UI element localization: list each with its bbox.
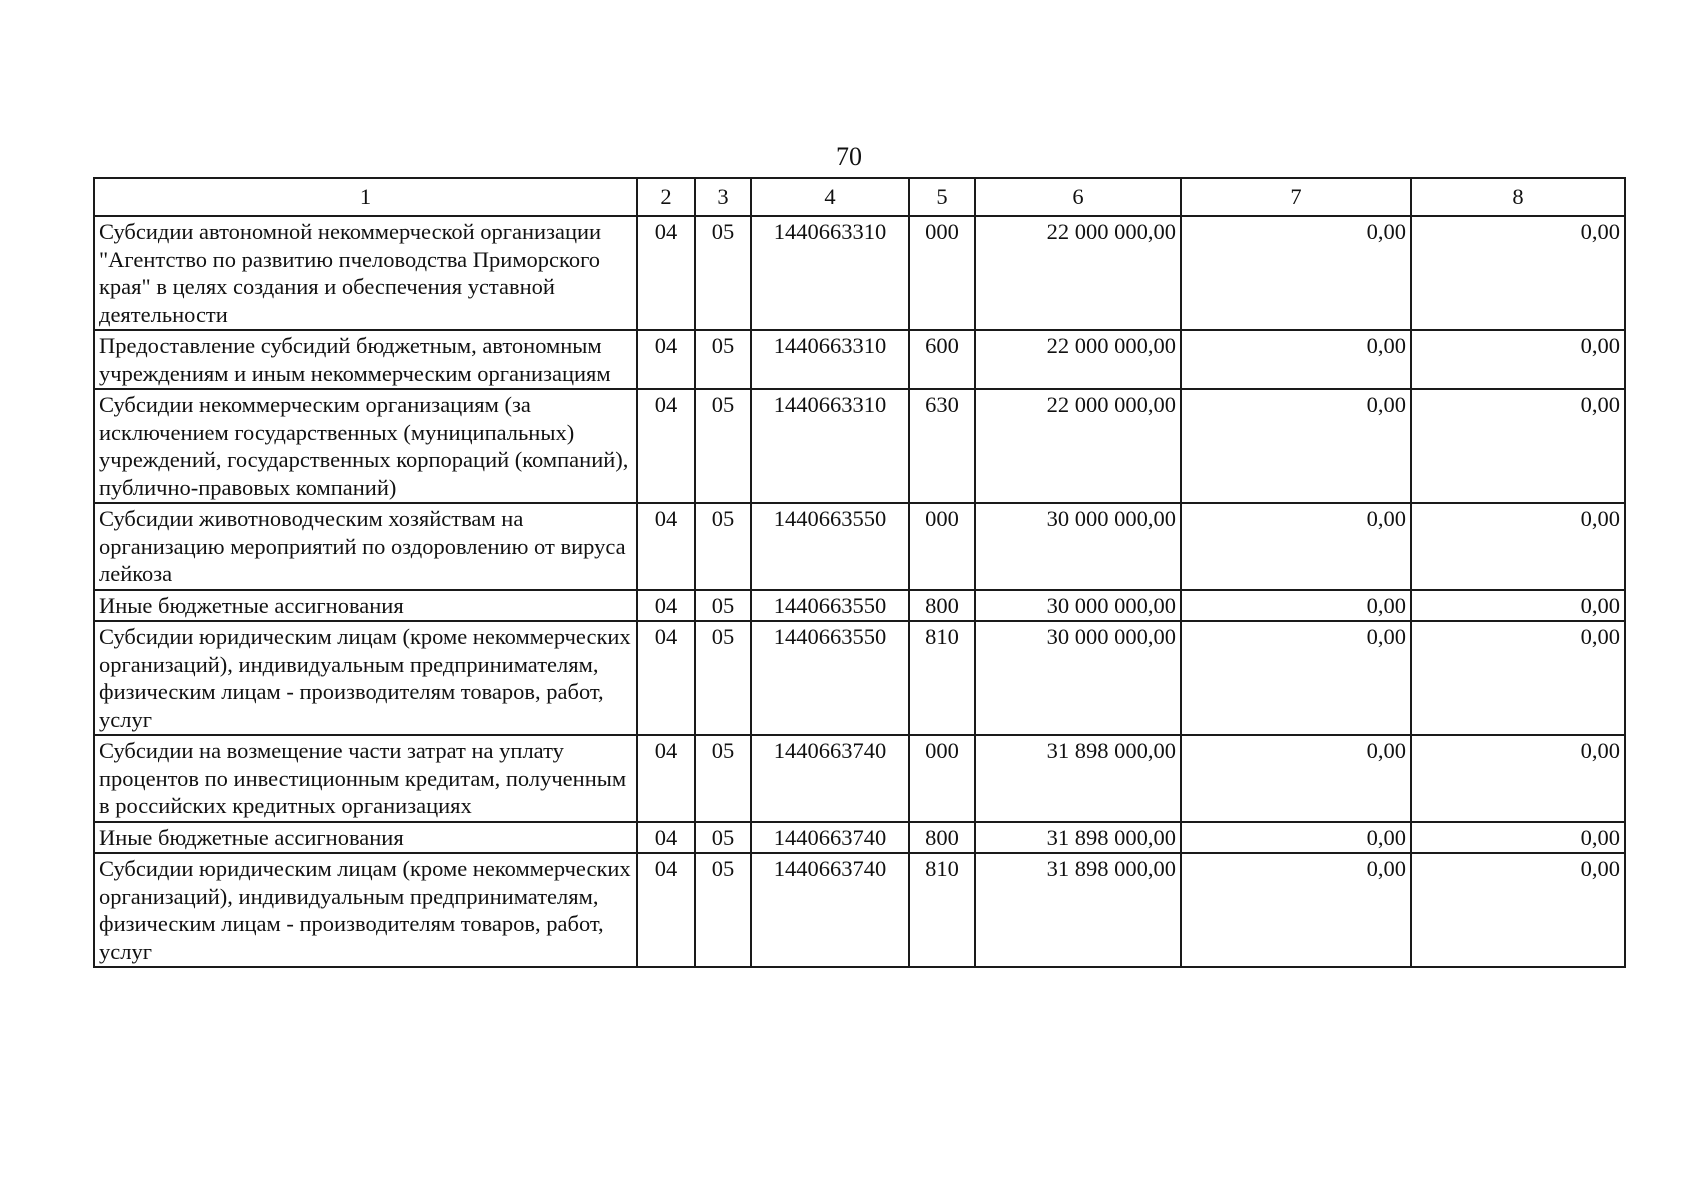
row-amount-col8: 0,00 xyxy=(1411,590,1625,622)
row-name: Субсидии на возмещение части затрат на уплату процентов по инвестиционным кредитам, полученным в российских кредитных организациях xyxy=(94,735,637,822)
row-amount-col7: 0,00 xyxy=(1181,853,1411,967)
row-amount-col6: 30 000 000,00 xyxy=(975,621,1181,735)
row-amount-col7: 0,00 xyxy=(1181,735,1411,822)
table-row xyxy=(94,735,1625,822)
row-name: Субсидии юридическим лицам (кроме некоммерческих организаций), индивидуальным предпринимателям, физическим лицам - производителям товаров, работ, услуг xyxy=(94,853,637,967)
row-target-article: 1440663310 xyxy=(751,389,909,503)
row-expense-type: 810 xyxy=(909,853,975,967)
row-target-article: 1440663310 xyxy=(751,330,909,389)
row-amount-col8: 0,00 xyxy=(1411,389,1625,503)
budget-table xyxy=(93,177,1626,968)
row-amount-col6: 31 898 000,00 xyxy=(975,735,1181,822)
col-header-6: 6 xyxy=(975,178,1181,216)
table-row xyxy=(94,330,1625,389)
row-amount-col7: 0,00 xyxy=(1181,503,1411,590)
row-amount-col8: 0,00 xyxy=(1411,503,1625,590)
row-subsection: 05 xyxy=(695,590,751,622)
col-header-8: 8 xyxy=(1411,178,1625,216)
row-amount-col6: 31 898 000,00 xyxy=(975,853,1181,967)
row-amount-col6: 22 000 000,00 xyxy=(975,330,1181,389)
row-subsection: 05 xyxy=(695,822,751,854)
row-section: 04 xyxy=(637,735,695,822)
row-section: 04 xyxy=(637,822,695,854)
row-target-article: 1440663550 xyxy=(751,503,909,590)
row-expense-type: 000 xyxy=(909,503,975,590)
table-row xyxy=(94,216,1625,330)
row-amount-col7: 0,00 xyxy=(1181,330,1411,389)
row-amount-col7: 0,00 xyxy=(1181,590,1411,622)
table-row xyxy=(94,621,1625,735)
row-amount-col7: 0,00 xyxy=(1181,822,1411,854)
row-section: 04 xyxy=(637,503,695,590)
table-row xyxy=(94,503,1625,590)
table-row xyxy=(94,822,1625,854)
row-amount-col8: 0,00 xyxy=(1411,735,1625,822)
row-target-article: 1440663740 xyxy=(751,822,909,854)
row-expense-type: 630 xyxy=(909,389,975,503)
row-expense-type: 800 xyxy=(909,822,975,854)
row-name: Предоставление субсидий бюджетным, автономным учреждениям и иным некоммерческим организациям xyxy=(94,330,637,389)
row-target-article: 1440663740 xyxy=(751,735,909,822)
row-target-article: 1440663550 xyxy=(751,621,909,735)
row-name: Иные бюджетные ассигнования xyxy=(94,822,637,854)
row-section: 04 xyxy=(637,389,695,503)
row-amount-col8: 0,00 xyxy=(1411,216,1625,330)
col-header-7: 7 xyxy=(1181,178,1411,216)
table-row xyxy=(94,853,1625,967)
row-subsection: 05 xyxy=(695,216,751,330)
row-expense-type: 000 xyxy=(909,216,975,330)
row-amount-col6: 22 000 000,00 xyxy=(975,389,1181,503)
row-name: Субсидии животноводческим хозяйствам на организацию мероприятий по оздоровлению от вируса лейкоза xyxy=(94,503,637,590)
page-number: 70 xyxy=(836,142,862,171)
row-amount-col6: 30 000 000,00 xyxy=(975,590,1181,622)
row-subsection: 05 xyxy=(695,621,751,735)
row-amount-col6: 30 000 000,00 xyxy=(975,503,1181,590)
row-subsection: 05 xyxy=(695,853,751,967)
col-header-5: 5 xyxy=(909,178,975,216)
row-section: 04 xyxy=(637,590,695,622)
row-expense-type: 000 xyxy=(909,735,975,822)
row-amount-col8: 0,00 xyxy=(1411,822,1625,854)
row-name: Субсидии некоммерческим организациям (за исключением государственных (муниципальных) учреждений, государственных корпораций (компаний), публично-правовых компаний) xyxy=(94,389,637,503)
row-amount-col7: 0,00 xyxy=(1181,216,1411,330)
row-section: 04 xyxy=(637,853,695,967)
row-expense-type: 810 xyxy=(909,621,975,735)
row-amount-col8: 0,00 xyxy=(1411,330,1625,389)
row-amount-col8: 0,00 xyxy=(1411,853,1625,967)
row-name: Иные бюджетные ассигнования xyxy=(94,590,637,622)
row-expense-type: 600 xyxy=(909,330,975,389)
row-expense-type: 800 xyxy=(909,590,975,622)
row-amount-col6: 31 898 000,00 xyxy=(975,822,1181,854)
row-section: 04 xyxy=(637,330,695,389)
row-target-article: 1440663740 xyxy=(751,853,909,967)
col-header-1: 1 xyxy=(94,178,637,216)
row-subsection: 05 xyxy=(695,503,751,590)
row-target-article: 1440663310 xyxy=(751,216,909,330)
col-header-3: 3 xyxy=(695,178,751,216)
row-section: 04 xyxy=(637,216,695,330)
header-row xyxy=(94,178,1625,216)
table-row xyxy=(94,590,1625,622)
row-subsection: 05 xyxy=(695,735,751,822)
row-name: Субсидии автономной некоммерческой организации "Агентство по развитию пчеловодства Приморского края" в целях создания и обеспечения уставной деятельности xyxy=(94,216,637,330)
col-header-2: 2 xyxy=(637,178,695,216)
row-amount-col7: 0,00 xyxy=(1181,621,1411,735)
col-header-4: 4 xyxy=(751,178,909,216)
row-section: 04 xyxy=(637,621,695,735)
row-name: Субсидии юридическим лицам (кроме некоммерческих организаций), индивидуальным предпринимателям, физическим лицам - производителям товаров, работ, услуг xyxy=(94,621,637,735)
row-amount-col7: 0,00 xyxy=(1181,389,1411,503)
row-amount-col8: 0,00 xyxy=(1411,621,1625,735)
table-row xyxy=(94,389,1625,503)
row-subsection: 05 xyxy=(695,389,751,503)
row-target-article: 1440663550 xyxy=(751,590,909,622)
row-subsection: 05 xyxy=(695,330,751,389)
row-amount-col6: 22 000 000,00 xyxy=(975,216,1181,330)
